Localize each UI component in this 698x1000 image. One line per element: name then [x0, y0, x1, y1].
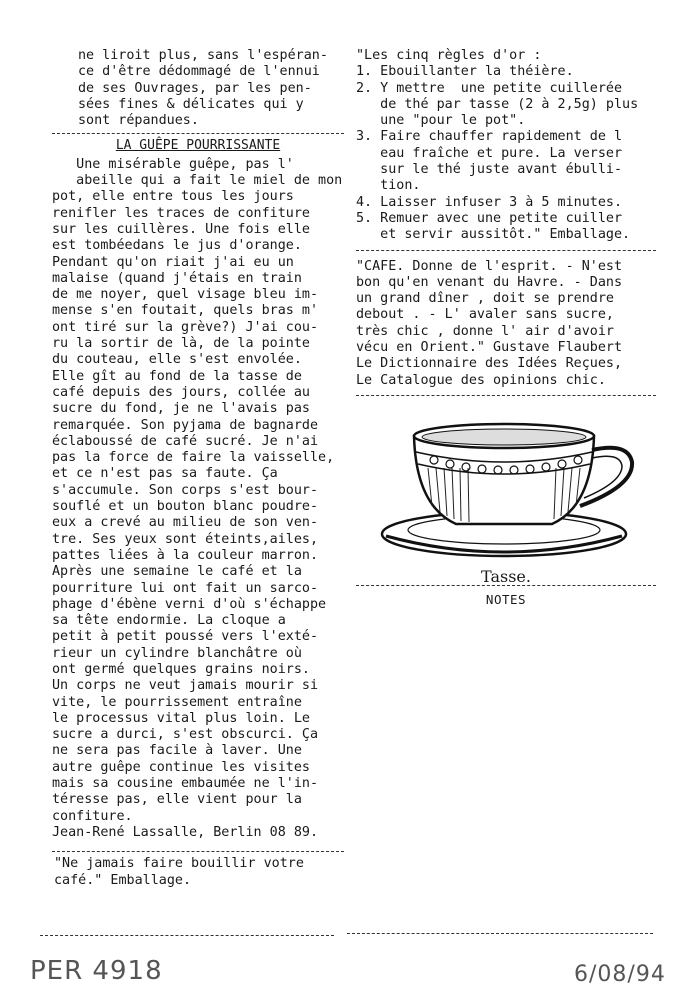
story-line: pattes liées à la couleur marron.: [52, 547, 319, 563]
intro-line: sont répandues.: [78, 113, 199, 129]
story-line: Pendant qu'on riait j'ai eu un: [52, 254, 294, 270]
story-title: LA GUÊPE POURRISSANTE: [115, 138, 281, 154]
story-line: malaise (quand j'étais en train: [52, 270, 302, 286]
story-line: le processus vital plus loin. Le: [52, 710, 310, 726]
story-line: éclaboussé de café sucré. Je n'ai: [52, 433, 319, 449]
cafe-line: Le Dictionnaire des Idées Reçues,: [356, 356, 623, 372]
story-line: téresse pas, elle vient pour la: [52, 792, 302, 808]
story-line: pot, elle entre tous les jours: [52, 189, 294, 205]
quote-line: café." Emballage.: [54, 872, 192, 888]
notes-label: NOTES: [485, 591, 527, 607]
bottom-left-divider: [40, 935, 334, 936]
cafe-line: très chic , donne l' air d'avoir: [356, 323, 614, 339]
story-line: remarquée. Son pyjama de bagnarde: [52, 417, 319, 433]
story-line: vite, le pourrissement entraîne: [52, 694, 302, 710]
rule-line: une "pour le pot".: [356, 113, 526, 129]
story-line: du couteau, elle s'est envolée.: [52, 352, 302, 368]
intro-paragraph: [52, 48, 344, 129]
rule-line: 3. Faire chauffer rapidement de l: [356, 129, 623, 145]
story-signature: Jean-René Lassalle, Berlin 08 89.: [52, 824, 319, 840]
story-line: mense s'en foutait, quels bras m': [52, 303, 319, 319]
story-line: ont germé quelques grains noirs.: [52, 661, 310, 677]
archive-mark: PER 4918: [30, 956, 163, 986]
intro-line: de ses Ouvrages, par les pen-: [78, 80, 312, 96]
cafe-line: "CAFE. Donne de l'esprit. - N'est: [356, 258, 623, 274]
story-line: mais sa cousine embaumée ne l'in-: [52, 776, 319, 792]
story-line: souflé et un bouton blanc poudre-: [52, 499, 319, 515]
story-line: ne sera pas facile à laver. Une: [52, 743, 302, 759]
cafe-definition: [356, 259, 656, 389]
story-line: Une misérable guêpe, pas l': [52, 156, 294, 172]
signature-divider: [52, 851, 344, 852]
cafe-line: debout . - L' avaler sans sucre,: [356, 307, 614, 323]
rule-line: et servir aussitôt." Emballage.: [356, 227, 631, 243]
story-line: café depuis des jours, collée au: [52, 384, 310, 400]
bottom-right-divider: [347, 933, 653, 934]
date-mark: 6/08/94: [574, 962, 666, 987]
teacup-icon: [356, 406, 656, 566]
cafe-divider: [356, 395, 656, 396]
intro-line: ce d'être dédommagé de l'ennui: [78, 64, 320, 80]
rule-line: "Les cinq règles d'or :: [356, 48, 542, 63]
rule-line: 2. Y mettre une petite cuillerée: [356, 80, 623, 96]
story-line: pourriture lui ont fait un sarco-: [52, 580, 319, 596]
cafe-line: un grand dîner , doit se prendre: [356, 291, 614, 307]
teacup-caption: Tasse.: [481, 567, 531, 587]
story-line: sucre a durci, s'est obscurci. Ça: [52, 727, 319, 743]
cafe-line: Le Catalogue des opinions chic.: [356, 372, 606, 388]
story-line: s'accumule. Son corps s'est bour-: [52, 482, 319, 498]
story-line: est tombéedans le jus d'orange.: [52, 238, 302, 254]
cafe-line: vécu en Orient." Gustave Flaubert: [356, 340, 623, 356]
tea-rules: [356, 48, 656, 244]
story-line: sur les cuillères. Une fois elle: [52, 221, 310, 237]
story-line: de me noyer, quel visage bleu im-: [52, 287, 319, 303]
story-line: pas la force de faire la vaisselle,: [52, 450, 335, 466]
story-line: phage d'ébène verni d'où s'échappe: [52, 596, 327, 612]
right-column: [356, 48, 656, 608]
story-paragraph: [52, 157, 344, 825]
story-line: et ce n'est pas sa faute. Ça: [52, 466, 278, 482]
story-line: Elle gît au fond de la tasse de: [52, 368, 302, 384]
story-line: sucre du fond, je ne l'avais pas: [52, 401, 310, 417]
teacup-illustration: [356, 406, 656, 587]
intro-line: sées fines & délicates qui y: [78, 96, 304, 112]
intro-line: ne liroit plus, sans l'espéran-: [78, 48, 328, 63]
rules-divider: [356, 250, 656, 251]
rule-line: eau fraîche et pure. La verser: [356, 145, 623, 161]
story-line: sa tête endormie. La cloque a: [52, 613, 286, 629]
story-line: autre guêpe continue les visites: [52, 759, 310, 775]
story-line: rieur un cylindre blanchâtre où: [52, 645, 302, 661]
story-line: Un corps ne veut jamais mourir si: [52, 678, 319, 694]
story-line: abeille qui a fait le miel de mon: [52, 173, 343, 189]
story-line: confiture.: [52, 808, 133, 824]
left-column: [52, 48, 344, 889]
story-line: renifler les traces de confiture: [52, 205, 310, 221]
rule-line: 1. Ebouillanter la théière.: [356, 64, 574, 80]
rule-line: de thé par tasse (2 à 2,5g) plus: [356, 96, 639, 112]
story-line: ru la sortir de là, de la pointe: [52, 336, 310, 352]
rule-line: 4. Laisser infuser 3 à 5 minutes.: [356, 194, 623, 210]
story-line: ont tiré sur la grève?) J'ai cou-: [52, 319, 319, 335]
story-line: petit à petit poussé vers l'exté-: [52, 629, 319, 645]
rule-line: 5. Remuer avec une petite cuiller: [356, 210, 623, 226]
cafe-line: bon qu'en venant du Havre. - Dans: [356, 274, 623, 290]
rule-line: tion.: [356, 178, 421, 194]
coffee-quote: [52, 856, 344, 889]
story-line: eux a crevé au milieu de son ven-: [52, 515, 319, 531]
story-line: tre. Ses yeux sont éteints,ailes,: [52, 531, 319, 547]
quote-line: "Ne jamais faire bouillir votre: [54, 856, 304, 872]
rule-line: sur le thé juste avant ébulli-: [356, 162, 623, 178]
intro-divider: [52, 133, 344, 134]
story-line: Après une semaine le café et la: [52, 564, 302, 580]
